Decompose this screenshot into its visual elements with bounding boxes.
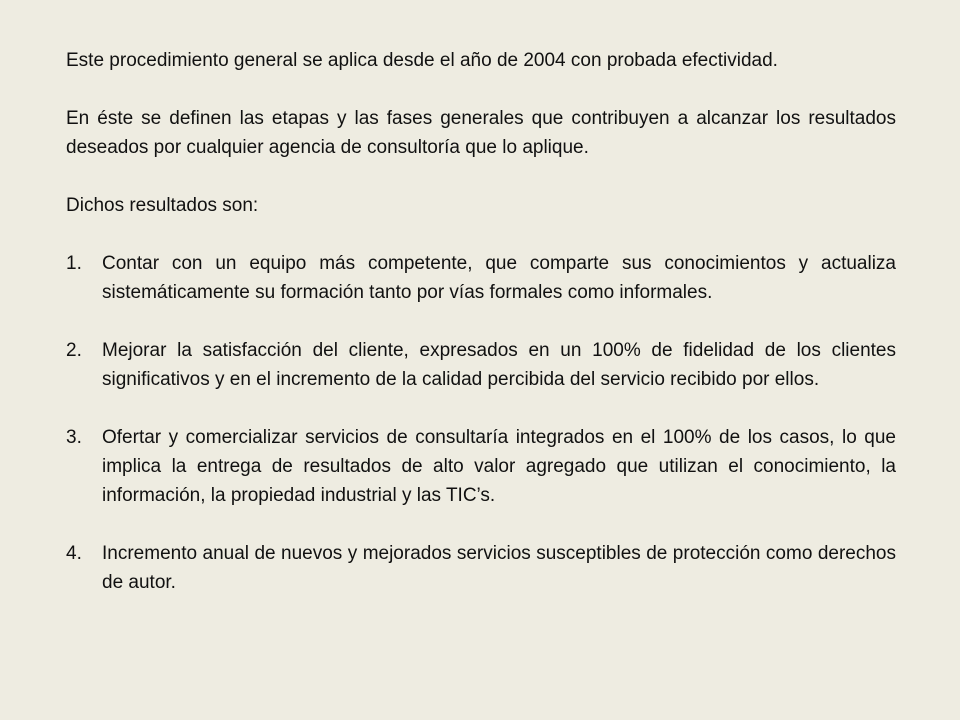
- list-number: 1.: [66, 253, 82, 274]
- list-item-text: Incremento anual de nuevos y mejorados servicios susceptibles de protección como derechos de autor.: [102, 543, 896, 593]
- list-item-2: [66, 336, 896, 394]
- list-number: 2.: [66, 340, 82, 361]
- list-number: 3.: [66, 427, 82, 448]
- list-item-text: Contar con un equipo más competente, que comparte sus conocimientos y actualiza sistemáticamente su formación tanto por vías formales como informales.: [102, 253, 896, 303]
- results-heading: Dichos resultados son:: [66, 195, 259, 216]
- list-item-4: [66, 539, 896, 597]
- list-item-text: Mejorar la satisfacción del cliente, expresados en un 100% de fidelidad de los clientes significativos y en el incremento de la calidad percibida del servicio recibido por ellos.: [102, 340, 896, 390]
- list-item-text: Ofertar y comercializar servicios de consultaría integrados en el 100% de los casos, lo que implica la entrega de resultados de alto valor agregado que utilizan el conocimiento, la información, la propiedad industrial y las TIC’s.: [102, 427, 896, 506]
- results-list: [66, 249, 896, 597]
- list-item-3: [66, 423, 896, 510]
- list-item-1: [66, 249, 896, 307]
- list-number: 4.: [66, 543, 82, 564]
- slide-body: [66, 46, 896, 626]
- definition-paragraph: En éste se definen las etapas y las fases generales que contribuyen a alcanzar los resultados deseados por cualquier agencia de consultoría que lo aplique.: [66, 108, 896, 158]
- intro-paragraph: Este procedimiento general se aplica desde el año de 2004 con probada efectividad.: [66, 50, 778, 71]
